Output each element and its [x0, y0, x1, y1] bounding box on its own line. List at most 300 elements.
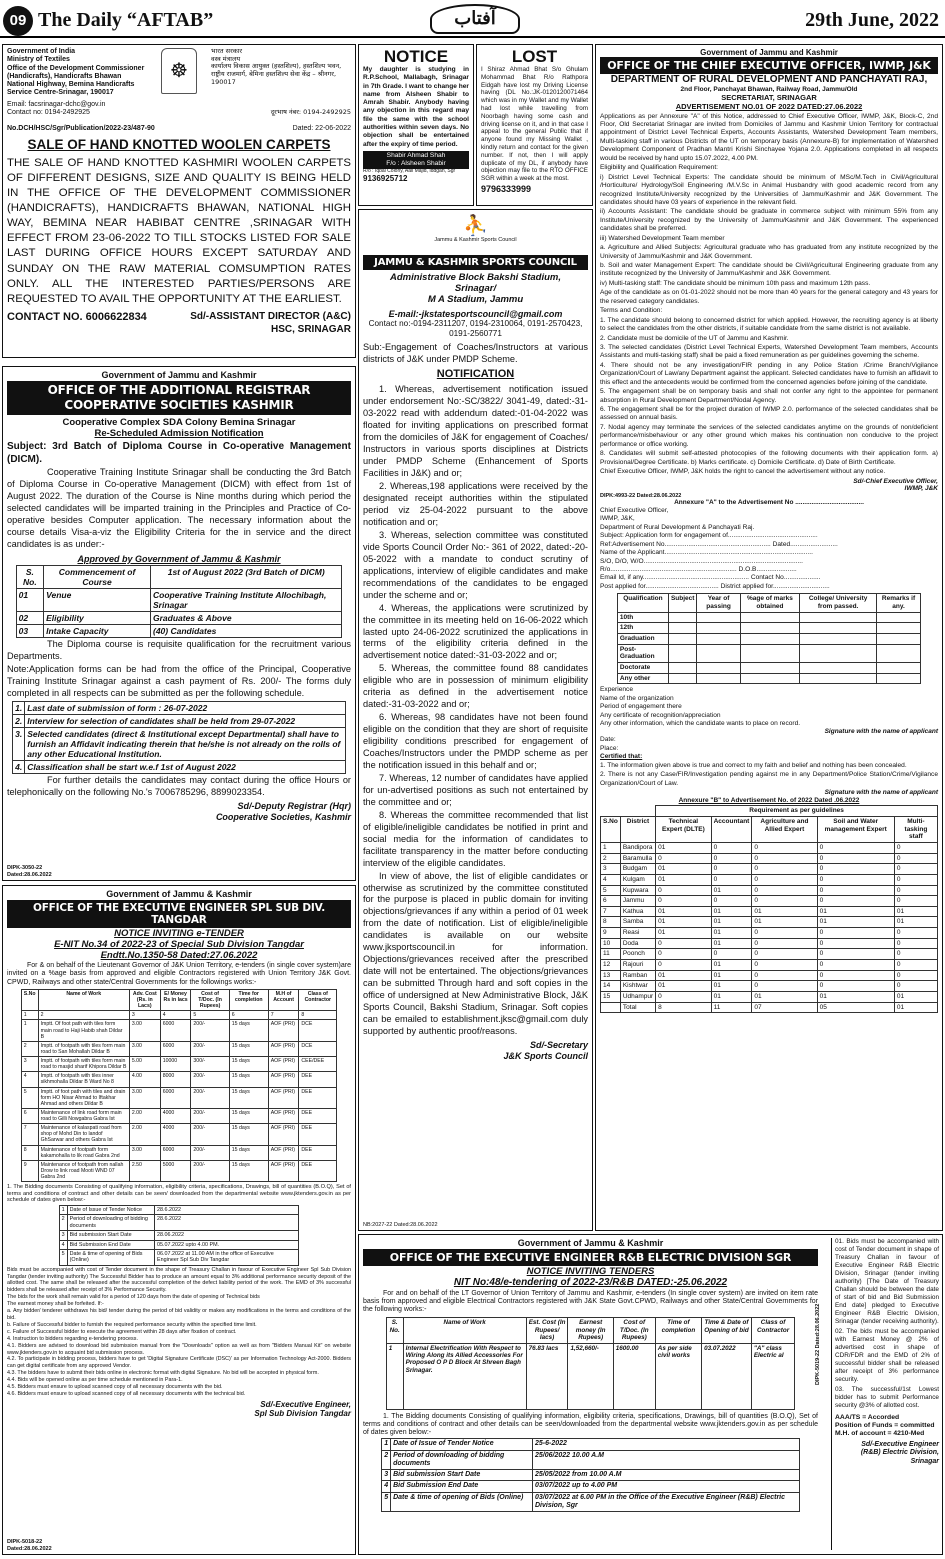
- rnb-cell: Internal Electrification With Respect to Wiring Along its Allied Accessories For Proposed O P D Block At Shreen Bagh Srinagar.: [403, 1343, 526, 1409]
- empty-cell: [876, 623, 920, 634]
- tangdar-schedule-cell: 06.07.2022 at 11.00 AM in the office of Executive Engineer Spl Sub Div Tangdar: [155, 1249, 299, 1265]
- qualification-header: Qualification: [617, 594, 668, 612]
- form-line: Ref:Advertisement No.......................................................... Dated..........................: [600, 540, 838, 548]
- requirement-cell: 0: [894, 853, 937, 864]
- notice-phone: 9136925712: [363, 174, 408, 184]
- rnb-header: Cost of T/Doc. (In Rupees): [613, 1318, 655, 1343]
- tangdar-column-number: 8: [299, 1011, 337, 1020]
- masthead-logo: آفتاب: [430, 4, 520, 34]
- table-row: [601, 906, 938, 917]
- form-line: Department of Rural Development & Panchayati Raj.: [600, 523, 755, 531]
- rnb-sig2: (R&B) Electric Division, Srinagar: [860, 1449, 939, 1465]
- tangdar-cell: AOF (PRI): [268, 1124, 299, 1145]
- table-row: [601, 896, 938, 907]
- rnb-schedule-cell: 5: [382, 1492, 391, 1512]
- requirement-cell: 0: [894, 874, 937, 885]
- tangdar-cell: 1: [21, 1020, 38, 1041]
- rnb-header: Earnest money (In Rupees): [568, 1318, 613, 1343]
- tangdar-schedule-cell: 1: [59, 1206, 67, 1215]
- rnb-cell: As per side civil works: [655, 1343, 701, 1409]
- coop-para2: The Diploma course is requisite qualification for the recruitment various Departments.: [7, 639, 351, 662]
- qualification-header: Year of passing: [697, 594, 740, 612]
- tangdar-cell: 200/-: [191, 1020, 229, 1041]
- tangdar-nit: E-NIT No.34 of 2022-23 of Special Sub Division Tangdar: [54, 938, 304, 950]
- tangdar-invite: NOTICE INVITING e-TENDER: [114, 927, 244, 939]
- requirement-cell: 0: [817, 960, 894, 971]
- requirement-cell: 0: [656, 896, 711, 907]
- rnb-header: Class of Contractor: [751, 1318, 794, 1343]
- rnb-summary-line: AAA/TS = Accorded: [835, 1414, 900, 1421]
- rnb-electric-tender: [358, 1234, 943, 1555]
- tangdar-gov: Government of Jammu & Kashmir: [106, 889, 252, 899]
- tangdar-cell: AOF (PRI): [268, 1041, 299, 1056]
- tangdar-cell: 200/-: [191, 1160, 229, 1181]
- empty-cell: [740, 644, 800, 662]
- rnb-schedule-cell: 03/07/2022 at 6.00 PM in the Office of the Executive Engineer (R&B) Electric Division, Sgr: [532, 1492, 799, 1512]
- empty-cell: [740, 633, 800, 644]
- requirement-cell: 0: [817, 928, 894, 939]
- form-line: Email Id, if any.......................................................... Contact No....................: [600, 574, 821, 582]
- tangdar-ref2: Dated:28.06.2022: [7, 1545, 52, 1552]
- tangdar-schedule-cell: 28.6.2022: [155, 1206, 299, 1215]
- experience-line: Period of engagement there: [600, 703, 682, 711]
- requirement-cell: 01: [656, 874, 711, 885]
- requirement-cell: Kulgam: [620, 874, 655, 885]
- coop-course-cell: 03: [16, 625, 44, 638]
- rnb-schedule-cell: 03/07/2022 up to 4.00 PM: [532, 1481, 799, 1492]
- lost-title: LOST: [511, 47, 558, 66]
- sports-subject: Sub:-Engagement of Coaches/Instructors at various districts of J&K under PMDP Scheme.: [363, 341, 588, 364]
- rnb-header: Time & Date of Opening of bid: [702, 1318, 752, 1343]
- requirement-cell: 1: [601, 842, 621, 853]
- requirement-cell: 0: [817, 896, 894, 907]
- rnb-side-term: 01. Bids must be accompanied with cost of Tender document in shape of Treasury Challan in favour of Executive Engineer R&B Electric Division, Srinagar (tender inviting authority) [The Date of Treasury Challan should be between the date of start of bid and Bid Submission End date] pledged to Executive Engineer R&B Electric Division, Srinagar (tender receiving authority).: [835, 1238, 939, 1325]
- tangdar-cell: 200/-: [191, 1124, 229, 1145]
- tangdar-cell: 15 days: [229, 1145, 268, 1160]
- rnb-invite: NOTICE INVITING TENDERS: [526, 1265, 655, 1277]
- table-row: [21, 1057, 336, 1072]
- tangdar-cell: Maintenance of kalaspati road from shop of Mohd Din to landof GhSarwar and others Gabra Ist: [38, 1124, 129, 1145]
- tangdar-terms: [7, 1267, 351, 1398]
- notice-name: Shabir Ahmad Shah: [386, 151, 446, 159]
- rnb-schedule-cell: Date & time of opening of Bids (Online): [391, 1492, 533, 1512]
- tangdar-intro: For & on behalf of the Lieutenant Governor of J&K Union Territory, e-tenders (in single cover system)are invited on a %age basis from approved and eligible Contractors registered with Union Territory J&K Govt. CPWD, Railways and other state/Central Governments for the followings works:-: [7, 962, 351, 986]
- newspaper-name: The Daily “AFTAB”: [38, 9, 214, 31]
- notice-relation: F/o : Alsheen Shabir: [386, 159, 446, 167]
- lost-license-notice: [476, 44, 593, 206]
- requirement-cell: 0: [817, 938, 894, 949]
- table-row: [617, 644, 920, 662]
- tangdar-cell: AOF (PRI): [268, 1020, 299, 1041]
- tangdar-cell: DEE: [299, 1145, 337, 1160]
- requirement-cell: 8: [601, 917, 621, 928]
- tangdar-cell: AOF (PRI): [268, 1108, 299, 1123]
- coop-approved: Approved by Government of Jammu & Kashmir: [77, 553, 281, 564]
- table-row: [617, 673, 920, 684]
- sports-paragraph: 1. Whereas, advertisement notification issued under endorsement No:-SC/3822/ 3041-49, dated:-31-03-2022 read with addendum dated:-01-04-2022 was floated for inviting applications on prescribed format from the domiciles of J&K for engagement of Coaches/ Instructors in various sports disciplines at Districts under PMDP Scheme (Enhancement of Sports Facilities in J&K) and or;: [363, 384, 588, 479]
- iwmp-paragraph: i) District Level Technical Experts: The candidate should be minimum of MSc/M.Tech in Civil/Agricultural /Horticulture/ Hydrology/Soil Engineering /M.V.Sc in Animal Husbandry with good academic record from any recognized Institute/University recognized by the Universities of Jammu/Kashmir and J&K Government. The candidates should have 03 years of experience in the relevant field.: [600, 173, 938, 206]
- empty-cell: [800, 623, 877, 634]
- requirement-cell: 01: [752, 917, 817, 928]
- qualification-header: %age of marks obtained: [740, 594, 800, 612]
- tangdar-band: OFFICE OF THE EXECUTIVE ENGINEER SPL SUB DIV. TANGDAR: [7, 900, 351, 928]
- rnb-schedule-cell: Bid Submission End Date: [391, 1481, 533, 1492]
- requirement-cell: 0: [752, 938, 817, 949]
- requirement-cell: 0: [656, 992, 711, 1003]
- requirement-cell: 0: [752, 949, 817, 960]
- form-line: Chief Executive Officer,: [600, 506, 669, 514]
- rnb-side-term: 02. The bids must be accompanied with Earnest Money @ 2% of advertised cost in shape of CDR/FDR and the EMD of 2% of successful bidder shall be released after receipt of 3% performance security.: [835, 1328, 939, 1383]
- requirement-cell: 01: [817, 917, 894, 928]
- tangdar-schedule-cell: 2: [59, 1215, 67, 1231]
- coop-sig2: Cooperative Societies, Kashmir: [215, 811, 351, 822]
- rnb-schedule-cell: Date of Issue of Tender Notice: [391, 1439, 533, 1450]
- rnb-schedule-cell: 25-6-2022: [532, 1439, 799, 1450]
- requirement-cell: 05: [817, 1002, 894, 1013]
- tangdar-term: The earnest money shall be forfeited. If:-: [7, 1301, 104, 1308]
- tangdar-cell: 200/-: [191, 1041, 229, 1056]
- tangdar-column-number: 2: [38, 1011, 129, 1020]
- coop-schedule-cell: 1.: [13, 702, 25, 715]
- iwmp-paragraph: Applications as per Annexure "A" of this Notice, addressed to Chief Executive Officer, IWMP, J&K, Block-C, 2nd Floor, Old Secretariat Srinagar are invited from Domiciles of Jammu and Kashmir Union Territory for contractual appointment of District Level Technical Experts, Accounts Assistants, Watershed Development Team members, Multi-tasking staff in various Districts of the UT on temporary basis (Annexure-B) for implementation of Watershed Development Component of Pradhan Mantri Krishi Sinchayee Yojana 2.0. Applications completed in all respects would be received by hand upto 15.07.2022, 4.00 PM.: [600, 112, 938, 162]
- table-row: [601, 917, 938, 928]
- rnb-side-terms: [835, 1238, 939, 1410]
- coop-course-cell: 02: [16, 612, 44, 625]
- requirement-header: Accountant: [711, 816, 752, 842]
- tangdar-cell: Imptt. Of foot path with tiles form main road to Haji Habib shah Dildar B: [38, 1020, 129, 1041]
- requirement-cell: 0: [752, 970, 817, 981]
- tangdar-term: 4.1. Bidders are advised to download bid submission manual from the "Downloads" option as well as from "Bidders Manual Kit" on website www.jktenders.gov.in to acquaint bid submission process.: [7, 1342, 351, 1356]
- rnb-cell: "A" class Electric al: [751, 1343, 794, 1409]
- coop-ref1: DIPK-3050-22: [7, 865, 43, 872]
- empty-cell: [876, 612, 920, 623]
- rnb-cell: 03.07.2022: [702, 1343, 752, 1409]
- requirement-cell: 0: [656, 938, 711, 949]
- sports-addr2: Srinagar/: [454, 283, 497, 295]
- requirement-cell: 01: [817, 906, 894, 917]
- coop-schedule-cell: 3.: [13, 728, 25, 761]
- requirement-cell: 0: [894, 949, 937, 960]
- tangdar-cell: 200/-: [191, 1108, 229, 1123]
- coop-course-cell: Eligibility: [44, 612, 151, 625]
- rnb-schedule-cell: 25/05/2022 from 10.00 A.M: [532, 1470, 799, 1481]
- tangdar-cell: 4000: [160, 1108, 191, 1123]
- requirement-cell: Rajouri: [620, 960, 655, 971]
- iwmp-paragraph: 4. There should not be any investigation/FIR pending in any Police Station /Crime Branch/Vigilance Organization/Court of Law/any Department against the applicant. Selected candidates have to furnish an affidavit to this effect and the antecedents would be confirmed from the concerned agencies before joining of the candidate.: [600, 361, 938, 386]
- tangdar-cell: Imptt. of footpath with tiles form main road to San Mohallah Dildar B: [38, 1041, 129, 1056]
- rnb-header: Name of Work: [403, 1318, 526, 1343]
- qualification-level: Graduation: [617, 633, 668, 644]
- sports-council-notification: [358, 209, 593, 1231]
- empty-cell: [876, 662, 920, 673]
- tangdar-cell: 200/-: [191, 1072, 229, 1087]
- iwmp-adv-number: ADVERTISEMENT NO.01 OF 2022 DATED:27.06.2022: [675, 101, 863, 111]
- tangdar-cell: DCE: [299, 1041, 337, 1056]
- empty-cell: [800, 662, 877, 673]
- iwmp-paragraph: b. Soil and water Management Expert: The candidate should be Civil/Agricultural Engineering graduate from any institute recognized by the University of Jammu/Kashmir and J&K Government.: [600, 262, 938, 278]
- requirement-cell: 0: [752, 874, 817, 885]
- sports-email: E-mail:-jkstatesportscouncil@gmail.com: [388, 308, 563, 319]
- rnb-schedule-cell: 2: [382, 1450, 391, 1470]
- tangdar-cell: AOF (PRI): [268, 1072, 299, 1087]
- coop-para: Cooperative Training Institute Srinagar shall be conducting the 3rd Batch of Diploma Course in Co-operative Management (DICM) with effect from 1st of August 2022. The duration of the Course is Nine months during which period the selected candidates will be imparted training in the Principles and Practice of Co-operative besides Computer application. The necessary information about the course details Visa-a-viz the Eligibility Criteria for the in service and the direct candidates is as under:-: [7, 467, 351, 549]
- tangdar-cell: 3.00: [129, 1145, 160, 1160]
- rnb-nit: NIT No:48/e-tendering of 2022-23/R&B DATED:-25.06.2022: [453, 1276, 728, 1288]
- empty-cell: [800, 644, 877, 662]
- tangdar-cell: Maintenance of footpath from nallah Drow to link road Mooti WND 07 Gabra 2nd: [38, 1160, 129, 1181]
- tangdar-term: Bids must be accompanied with cost of Tender document in the shape of Treasury Challan in favour of Executive Engineer Spl Sub Division Tangdar (tender inviting authority) The Successful Bidder has to produce an amount equal to 3% additional performance security deposit of the allotted cost. The same shall be released after the successful completion of the defect liability period of the work. The EMD of 3% successful bidders shall be released after receipt of 3% Performance Security.: [7, 1266, 351, 1294]
- name-change-notice: [358, 44, 474, 206]
- rnb-side-term: 03. The successful/1st Lowest bidder has to submit Performance security @3% of allotted cost.: [835, 1386, 939, 1409]
- empty-cell: [876, 633, 920, 644]
- requirement-cell: 8: [656, 1002, 711, 1013]
- requirement-cell: 0: [656, 960, 711, 971]
- requirement-cell: 0: [817, 864, 894, 875]
- table-row: [59, 1240, 299, 1249]
- tangdar-schedule-cell: Date of Issue of Tender Notice: [67, 1206, 154, 1215]
- b-super-head: Requirement as per guidelines: [656, 806, 938, 817]
- table-row: [16, 612, 342, 625]
- iwmp-sig2: IWMP, J&K: [904, 485, 938, 493]
- tangdar-cell: DEE: [299, 1108, 337, 1123]
- requirement-cell: 01: [711, 885, 752, 896]
- requirement-cell: 0: [817, 970, 894, 981]
- iwmp-paragraph: 3. The selected candidates (District Level Technical Experts, Watershed Development Team members, Accounts Assistants and multi-tasking staff) shall be paid a fixed remuneration as per guidelines governing the scheme.: [600, 343, 938, 360]
- requirement-cell: 0: [752, 864, 817, 875]
- table-row: [601, 960, 938, 971]
- tangdar-cell: Imptt. of foot path with tiles and drain form HO Nisar Ahmad to Iftakhar Ahmad and others Dildar B: [38, 1087, 129, 1108]
- application-form: [600, 507, 938, 591]
- requirement-cell: 0: [752, 928, 817, 939]
- requirement-cell: 01: [752, 906, 817, 917]
- empty-cell: [800, 673, 877, 684]
- table-row: [13, 761, 346, 774]
- iwmp-paragraph: iv) Multi-tasking staff: The candidate should be minimum 10th pass and maximum 12th pass.: [600, 279, 871, 287]
- form-line: S/O, D/O, W/O.......................................................................................: [600, 557, 803, 565]
- iwmp-paragraph: a. Agriculture and Allied Subjects: Agricultural graduate who has graduated from any institute recognized by the University of Jammu/Kashmir and J&K Government.: [600, 244, 938, 260]
- table-row: [601, 970, 938, 981]
- tangdar-cell: 10000: [160, 1057, 191, 1072]
- tangdar-header: Adv. Cost (Rs. in Lacs): [129, 989, 160, 1010]
- tangdar-column-number: 4: [160, 1011, 191, 1020]
- iwmp-gov: Government of Jammu and Kashmir: [700, 48, 838, 57]
- rnb-schedule-cell: 25/06/2022 10.00 A.M: [532, 1450, 799, 1470]
- experience-line: Any certificate of recognition/appreciation: [600, 711, 721, 719]
- notice-title: NOTICE: [383, 47, 449, 66]
- requirement-cell: Samba: [620, 917, 655, 928]
- tangdar-schedule-cell: Date & time of opening of Bids (Online): [67, 1249, 154, 1265]
- certify-2: 2. There is not any Case/FIR/Investigation pending against me in any Department/Police Station/Crime/Vigilance Organization/Court of Law.: [600, 771, 938, 787]
- coop-rescheduled: Re-Scheduled Admission Notification: [94, 427, 264, 439]
- requirement-cell: Reasi: [620, 928, 655, 939]
- coop-course-cell: (40) Candidates: [151, 625, 342, 638]
- table-row: [601, 981, 938, 992]
- sports-paragraph: 5. Whereas, the committee found 88 candidates eligible who are in possession of minimum eligibility criteria as defined in the advertisement notice dated:-31-03-2022 and or;: [363, 663, 588, 710]
- requirement-cell: 10: [601, 938, 621, 949]
- textiles-body: THE SALE OF HAND KNOTTED KASHMIRI WOOLEN CARPETS OF DIFFERENT DESIGNS, SIZE AND QUALITY IS BEING HELD IN THE OFFICE OF THE DEVELOPMENT COMMISSIONER (HANDICRAFTS), HANDICRAFTS BHAWAN, NATIONAL HIGH WAY, BEMINA NEAR HABIBAT CENTRE ,SRINAGAR WITH EFFECT FROM 23-06-2022 TO TILL STOCKS LISTED FOR SALE LAST DURING OFFICE HOURS EXCEPT SATURDAY AND SUNDAY ON THE RAW MATERIAL COMSUMPTION RATES ONLY. ALL THE INTERESTED PARTIES/PERSONS ARE REQUESTED TO AVAIL THE OPPORTUNITY AT THE EARLIEST.: [7, 157, 351, 305]
- tangdar-term: 4.4. Bids will be opened online as per time schedule mentioned in Para-1.: [7, 1377, 183, 1384]
- sports-sig1: Sd/-Secretary: [529, 1039, 588, 1050]
- rnb-header: S. No.: [386, 1318, 403, 1343]
- coop-schedule-table: [12, 701, 346, 774]
- requirement-cell: 15: [601, 992, 621, 1003]
- table-row: [16, 625, 342, 638]
- coop-course-header: 1st of August 2022 (3rd Batch of DICM): [151, 566, 342, 589]
- iwmp-ref: DIPK:4993-22 Dated:28.06.2022: [600, 492, 682, 499]
- coop-complex: Cooperative Complex SDA Colony Bemina Srinagar: [62, 416, 296, 428]
- tangdar-ref1: DIPK-5018-22: [7, 1539, 43, 1546]
- table-row: [21, 1072, 336, 1087]
- experience-line: Experience: [600, 686, 633, 694]
- rnb-cell: 1: [386, 1343, 403, 1409]
- tangdar-schedule-cell: 28.6.2022: [155, 1215, 299, 1231]
- coop-schedule-cell: Selected candidates (direct & Institutional except Departmental) shall have to furnish an Affidavit indicating therein that he/she is not already on the rolls of any other Educational Institution.: [25, 728, 346, 761]
- iwmp-paragraph: iii) Watershed Development Team member: [600, 234, 725, 242]
- tangdar-cell: 5000: [160, 1160, 191, 1181]
- tangdar-cell: Maintenance of link road form main road to Gilli Nowgabra Gabra Ist: [38, 1108, 129, 1123]
- rnb-cell: 76.83 lacs: [526, 1343, 568, 1409]
- tangdar-cell: Imptt. of footpath with tiles inner sikhmohalla Dildar B Ward No 8: [38, 1072, 129, 1087]
- textiles-advert: [2, 44, 356, 358]
- rnb-header: Time of completion: [655, 1318, 701, 1343]
- iwmp-paragraph: 1. The candidate should belong to concerned district for which applied. However, the recruiting agency is at liberty to select the candidates from the other districts, if suitable candidate from the same district is not available.: [600, 316, 938, 333]
- sports-paragraph: 7. Whereas, 12 number of candidates have applied for un-advertised positions as such not entertained by the committee and or;: [363, 772, 588, 807]
- tangdar-cell: DCE: [299, 1020, 337, 1041]
- requirement-cell: 01: [711, 970, 752, 981]
- requirement-cell: Baramulla: [620, 853, 655, 864]
- requirement-cell: 01: [894, 906, 937, 917]
- coop-course-cell: Cooperative Training Institute Allochibagh, Srinagar: [151, 589, 342, 612]
- empty-cell: [668, 662, 696, 673]
- requirement-cell: 3: [601, 864, 621, 875]
- coop-schedule-cell: Interview for selection of candidates shall be held from 29-07-2022: [25, 715, 346, 728]
- tangdar-cell: 5.00: [129, 1057, 160, 1072]
- table-row: [601, 885, 938, 896]
- tangdar-cell: 2.00: [129, 1124, 160, 1145]
- rnb-schedule-cell: 1: [382, 1439, 391, 1450]
- tangdar-schedule-cell: 05.07.2022 upto 4.00 PM.: [155, 1240, 299, 1249]
- table-row: [601, 853, 938, 864]
- tangdar-cell: 15 days: [229, 1020, 268, 1041]
- requirement-cell: 0: [817, 874, 894, 885]
- date-place-line: Place:: [600, 744, 619, 752]
- iwmp-sig1: Sd/-Chief Executive Officer,: [853, 477, 938, 485]
- requirement-cell: 01: [656, 842, 711, 853]
- iwmp-paragraph: 5. The engagement shall be on temporary basis and shall not confer any right to the appointee for permanent absorption in Rural Development Department/Nodal Agency.: [600, 388, 938, 404]
- requirement-header: S.No: [601, 816, 621, 842]
- sports-paragraph: 4. Whereas, the applications were scrutinized by the committee in its meeting held on 16-06-2022 which lasted upto 24-06-2022 scrutinized the applications in terms of the eligibility criteria defined in the advertisement notice dated:-31-03-2022 and or;: [363, 602, 588, 661]
- experience-line: Any other information, which the candidate wants to place on record.: [600, 720, 801, 727]
- tangdar-header: Cost of T/Doc. (In Rupees): [191, 989, 229, 1010]
- tangdar-cell: DEE: [299, 1124, 337, 1145]
- coop-further: For further details the candidates may contact during the office Hours or telephonically on the following No.'s 7006785296, 8899023354.: [7, 775, 351, 798]
- tangdar-cell: 15 days: [229, 1160, 268, 1181]
- requirement-cell: 01: [817, 992, 894, 1003]
- tangdar-header: S.No: [21, 989, 38, 1010]
- requirement-cell: 0: [711, 949, 752, 960]
- empty-cell: [668, 673, 696, 684]
- table-row: [617, 633, 920, 644]
- page-number: 09: [3, 6, 33, 36]
- tangdar-cell: 3.00: [129, 1087, 160, 1108]
- rnb-schedule-cell: 3: [382, 1470, 391, 1481]
- tangdar-cell: 15 days: [229, 1057, 268, 1072]
- iwmp-dept: DEPARTMENT OF RURAL DEVELOPMENT AND PANCHAYATI RAJ,: [610, 74, 928, 86]
- tangdar-term: b. Failure of Successful bidder to furnish the required performance security within the specified time limit.: [7, 1321, 257, 1328]
- empty-cell: [697, 673, 740, 684]
- requirement-cell: 01: [711, 917, 752, 928]
- iwmp-band: OFFICE OF THE CHIEF EXECUTIVE OFFICER, IWMP, J&K: [600, 57, 938, 74]
- tangdar-cell: CEE/DEE: [299, 1057, 337, 1072]
- certify-1: 1. The information given above is true and correct to my faith and belief and nothing has been concealed.: [600, 761, 907, 769]
- coop-schedule-cell: Last date of submission of form : 26-07-2022: [25, 702, 346, 715]
- sports-band: JAMMU & KASHMIR SPORTS COUNCIL: [363, 255, 588, 270]
- requirement-cell: 01: [711, 960, 752, 971]
- requirement-cell: Kathua: [620, 906, 655, 917]
- certified-label: Certified that:: [600, 752, 643, 760]
- requirement-header: Agriculture and Allied Expert: [752, 816, 817, 842]
- textiles-sig1: Sd/-ASSISTANT DIRECTOR (A&C): [190, 310, 351, 322]
- tangdar-header: Class of Contractor: [299, 989, 337, 1010]
- table-row: [382, 1470, 800, 1481]
- table-row: [16, 589, 342, 612]
- tangdar-endt: Endtt.No.1350-58 Dated:27.06.2022: [100, 950, 258, 962]
- tangdar-term: 4. Instruction to bidders regarding e-tendering process.: [7, 1335, 138, 1342]
- tangdar-column-number: 7: [268, 1011, 299, 1020]
- coop-schedule-cell: Classification shall be start w.e.f 1st of August 2022: [25, 761, 346, 774]
- iwmp-address: 2nd Floor, Panchayat Bhawan, Railway Road, Jammu/Old: [680, 86, 858, 94]
- national-emblem-icon: ☸: [161, 48, 197, 94]
- qualification-level: 10th: [617, 612, 668, 623]
- tangdar-cell: 15 days: [229, 1041, 268, 1056]
- requirement-cell: 0: [894, 864, 937, 875]
- tangdar-cell: DEE: [299, 1072, 337, 1087]
- table-row: [617, 623, 920, 634]
- iwmp-paragraph: Terms and Condition:: [600, 307, 663, 315]
- requirement-cell: 01: [656, 970, 711, 981]
- tangdar-schedule-cell: Bid Submission End Date: [67, 1240, 154, 1249]
- table-row: [21, 1087, 336, 1108]
- coop-gov: Government of Jammu and Kashmir: [101, 370, 257, 380]
- tangdar-cell: 5: [21, 1087, 38, 1108]
- tangdar-cell: 4000: [160, 1124, 191, 1145]
- table-row: [382, 1439, 800, 1450]
- tangdar-column-number: 5: [191, 1011, 229, 1020]
- qualification-level: Doctorate: [617, 662, 668, 673]
- requirement-cell: 01: [656, 864, 711, 875]
- empty-cell: [876, 673, 920, 684]
- tangdar-cell: 6000: [160, 1041, 191, 1056]
- sports-paragraph: 3. Whereas, selection committee was constituted vide Sports Council Order No:- 361 of 2022, dated:-20-05-2022 with a mandate to conduct scrutiny of applications, interview of eligible candidates and make recommendations of the candidates to be engaged under the scheme and or;: [363, 529, 588, 600]
- table-row: [59, 1215, 299, 1231]
- requirement-cell: Udhampur: [620, 992, 655, 1003]
- requirement-cell: 5: [601, 885, 621, 896]
- tangdar-column-number: 1: [21, 1011, 38, 1020]
- tangdar-cell: 6000: [160, 1087, 191, 1108]
- tangdar-cell: 4: [21, 1072, 38, 1087]
- rnb-intro: For and on behalf of the LT Governor of Union Territory of Jammu and Kashmir, e-tenders (In single cover system) are invited on item rate basis from approved and eligible Electrical Contractors registered with J&K State Govt.CPWD, Railways and other State/Central Governments for the following works:-: [363, 1289, 818, 1314]
- requirement-cell: 13: [601, 970, 621, 981]
- requirement-cell: 4: [601, 874, 621, 885]
- empty-cell: [740, 662, 800, 673]
- experience-section: [600, 686, 938, 728]
- coop-course-cell: Intake Capacity: [44, 625, 151, 638]
- qualification-header: Subject: [668, 594, 696, 612]
- tangdar-schedule-cell: 5: [59, 1249, 67, 1265]
- requirement-cell: 12: [601, 960, 621, 971]
- form-line: Subject: Application form for engagement of.................................................: [600, 532, 818, 540]
- requirement-cell: 0: [817, 842, 894, 853]
